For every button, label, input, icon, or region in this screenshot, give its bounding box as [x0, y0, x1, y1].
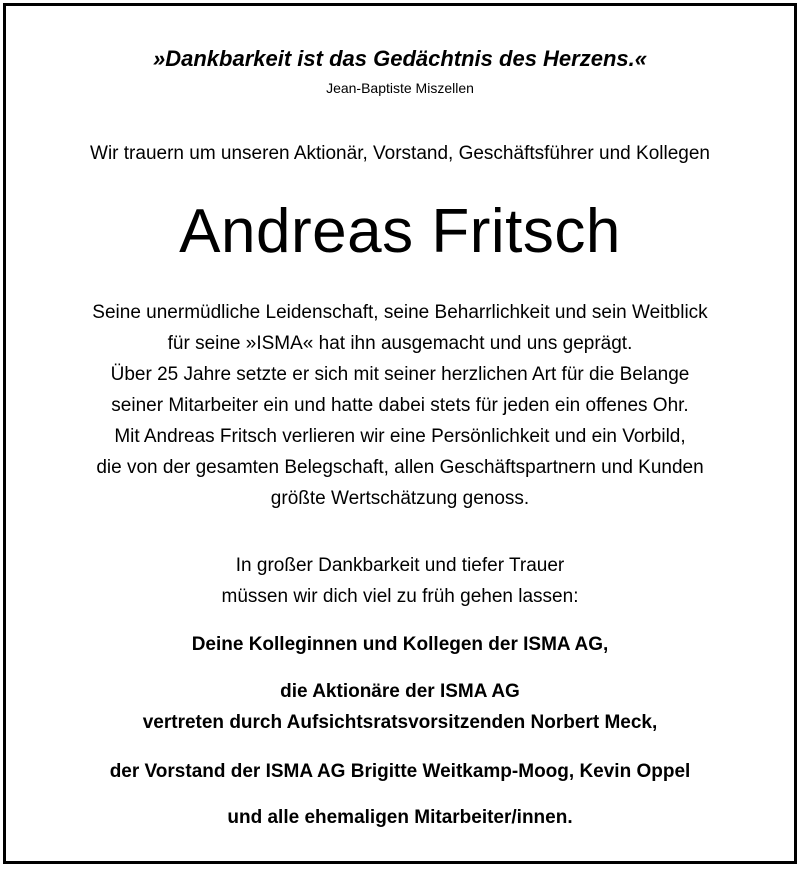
- signer-shareholders: die Aktionäre der ISMA AG: [280, 681, 520, 702]
- signer-former-employees: und alle ehemaligen Mitarbeiter/innen.: [227, 807, 573, 828]
- tribute-line: die von der gesamten Belegschaft, allen Geschäftspartnern und Kunden: [96, 457, 704, 478]
- tribute-line: Über 25 Jahre setzte er sich mit seiner herzlichen Art für die Belange: [110, 364, 690, 385]
- tribute-line: Mit Andreas Fritsch verlieren wir eine Persönlichkeit und ein Vorbild,: [114, 426, 686, 447]
- signer-board: der Vorstand der ISMA AG Brigitte Weitkamp-Moog, Kevin Oppel: [109, 761, 691, 782]
- farewell-line: In großer Dankbarkeit und tiefer Trauer: [235, 555, 565, 576]
- intro-line: Wir trauern um unseren Aktionär, Vorstand, Geschäftsführer und Kollegen: [90, 143, 710, 164]
- tribute-paragraph: [0, 297, 800, 514]
- quote-author: Jean-Baptiste Miszellen: [326, 80, 474, 96]
- signer-colleagues: Deine Kolleginnen und Kollegen der ISMA AG,: [191, 634, 609, 655]
- tribute-line: seiner Mitarbeiter ein und hatte dabei stets für jeden ein offenes Ohr.: [111, 395, 689, 416]
- signer-shareholders-group: [0, 676, 800, 738]
- farewell-paragraph: [0, 550, 800, 612]
- tribute-line: Seine unermüdliche Leidenschaft, seine Beharrlichkeit und sein Weitblick: [92, 302, 708, 323]
- tribute-line: größte Wertschätzung genoss.: [270, 488, 530, 509]
- signer-shareholders-representative: vertreten durch Aufsichtsratsvorsitzenden Norbert Meck,: [142, 712, 658, 733]
- deceased-name: Andreas Fritsch: [179, 197, 621, 266]
- farewell-line: müssen wir dich viel zu früh gehen lassen:: [221, 586, 579, 607]
- quote-text: »Dankbarkeit ist das Gedächtnis des Herzens.«: [153, 46, 647, 71]
- tribute-line: für seine »ISMA« hat ihn ausgemacht und uns geprägt.: [167, 333, 633, 354]
